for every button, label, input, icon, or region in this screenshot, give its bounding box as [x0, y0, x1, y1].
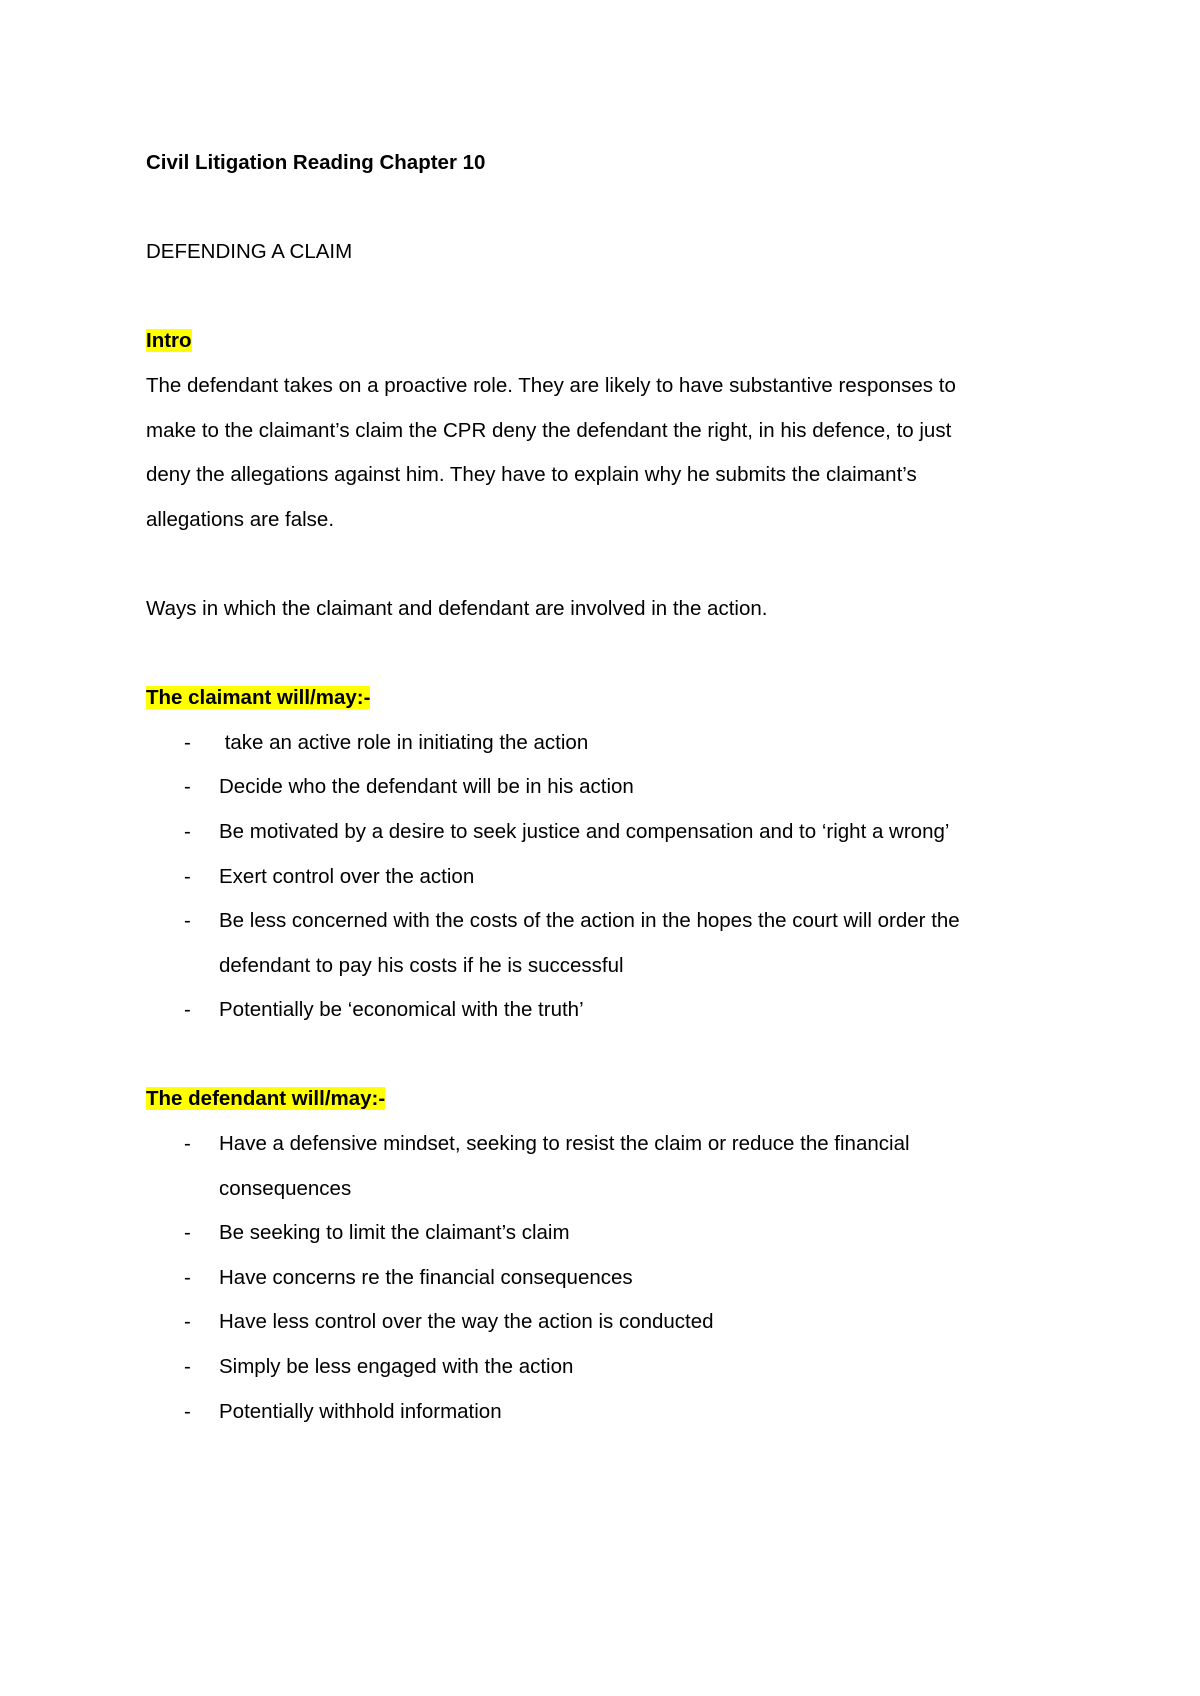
bullet-dash: - — [184, 1265, 191, 1289]
claimant-heading: The claimant will/may:- — [146, 686, 371, 710]
list-item-text: Potentially withhold information — [219, 1399, 502, 1423]
list-item — [146, 721, 1066, 766]
claimant-heading-line — [146, 676, 1066, 721]
list-item-text: Be seeking to limit the claimant’s claim — [219, 1221, 570, 1245]
blank-line — [146, 275, 1066, 320]
bullet-dash: - — [184, 730, 191, 754]
bullet-dash: - — [184, 909, 191, 933]
claimant-list — [146, 721, 1066, 1033]
defendant-heading: The defendant will/may:- — [146, 1087, 386, 1111]
bullet-dash: - — [184, 1221, 191, 1245]
bullet-dash: - — [184, 1132, 191, 1156]
list-item — [146, 1345, 1066, 1390]
intro-heading: Intro — [146, 329, 192, 353]
blank-line — [146, 1033, 1066, 1078]
intro-paragraph-line-3: deny the allegations against him. They have to explain why he submits the claimant’s — [146, 463, 917, 487]
list-item — [146, 1211, 1066, 1256]
intro-paragraph-line-2: make to the claimant’s claim the CPR deny the defendant the right, in his defence, to just — [146, 418, 952, 442]
list-item-text: take an active role in initiating the action — [219, 730, 589, 754]
bullet-dash: - — [184, 998, 191, 1022]
intro-paragraph-line-4: allegations are false. — [146, 507, 335, 531]
list-item — [146, 1300, 1066, 1345]
document-body — [146, 141, 1066, 1434]
list-item-text: Have a defensive mindset, seeking to resist the claim or reduce the financial — [219, 1132, 910, 1156]
list-item-text: Be motivated by a desire to seek justice and compensation and to ‘right a wrong’ — [219, 819, 950, 843]
list-item — [146, 810, 1066, 855]
bullet-dash: - — [184, 1310, 191, 1334]
list-item — [146, 855, 1066, 900]
list-item — [146, 1390, 1066, 1435]
defendant-list — [146, 1122, 1066, 1434]
section-heading: DEFENDING A CLAIM — [146, 240, 353, 264]
blank-line — [146, 632, 1066, 677]
list-item — [146, 1256, 1066, 1301]
defendant-heading-line — [146, 1077, 1066, 1122]
bullet-dash: - — [184, 775, 191, 799]
document-title: Civil Litigation Reading Chapter 10 — [146, 151, 486, 174]
bullet-dash: - — [184, 819, 191, 843]
list-item-text: Be less concerned with the costs of the action in the hopes the court will order the — [219, 909, 960, 933]
list-item-text: Simply be less engaged with the action — [219, 1355, 574, 1379]
bullet-dash: - — [184, 864, 191, 888]
bullet-dash: - — [184, 1399, 191, 1423]
bullet-dash: - — [184, 1355, 191, 1379]
blank-line — [146, 186, 1066, 231]
list-item-continuation: consequences — [219, 1176, 352, 1200]
list-item — [146, 988, 1066, 1033]
list-item-text: Have concerns re the financial consequences — [219, 1265, 633, 1289]
list-item — [146, 899, 1066, 988]
list-item — [146, 1122, 1066, 1211]
list-item-continuation: defendant to pay his costs if he is successful — [219, 953, 624, 977]
list-item — [146, 765, 1066, 810]
list-item-text: Exert control over the action — [219, 864, 475, 888]
list-item-text: Have less control over the way the action is conducted — [219, 1310, 714, 1334]
list-item-text: Potentially be ‘economical with the truth’ — [219, 998, 584, 1022]
blank-line — [146, 542, 1066, 587]
intro-paragraph-line-1: The defendant takes on a proactive role. They are likely to have substantive responses to — [146, 373, 956, 397]
intro-heading-line — [146, 319, 1066, 364]
ways-paragraph: Ways in which the claimant and defendant are involved in the action. — [146, 596, 768, 620]
list-item-text: Decide who the defendant will be in his action — [219, 775, 634, 799]
